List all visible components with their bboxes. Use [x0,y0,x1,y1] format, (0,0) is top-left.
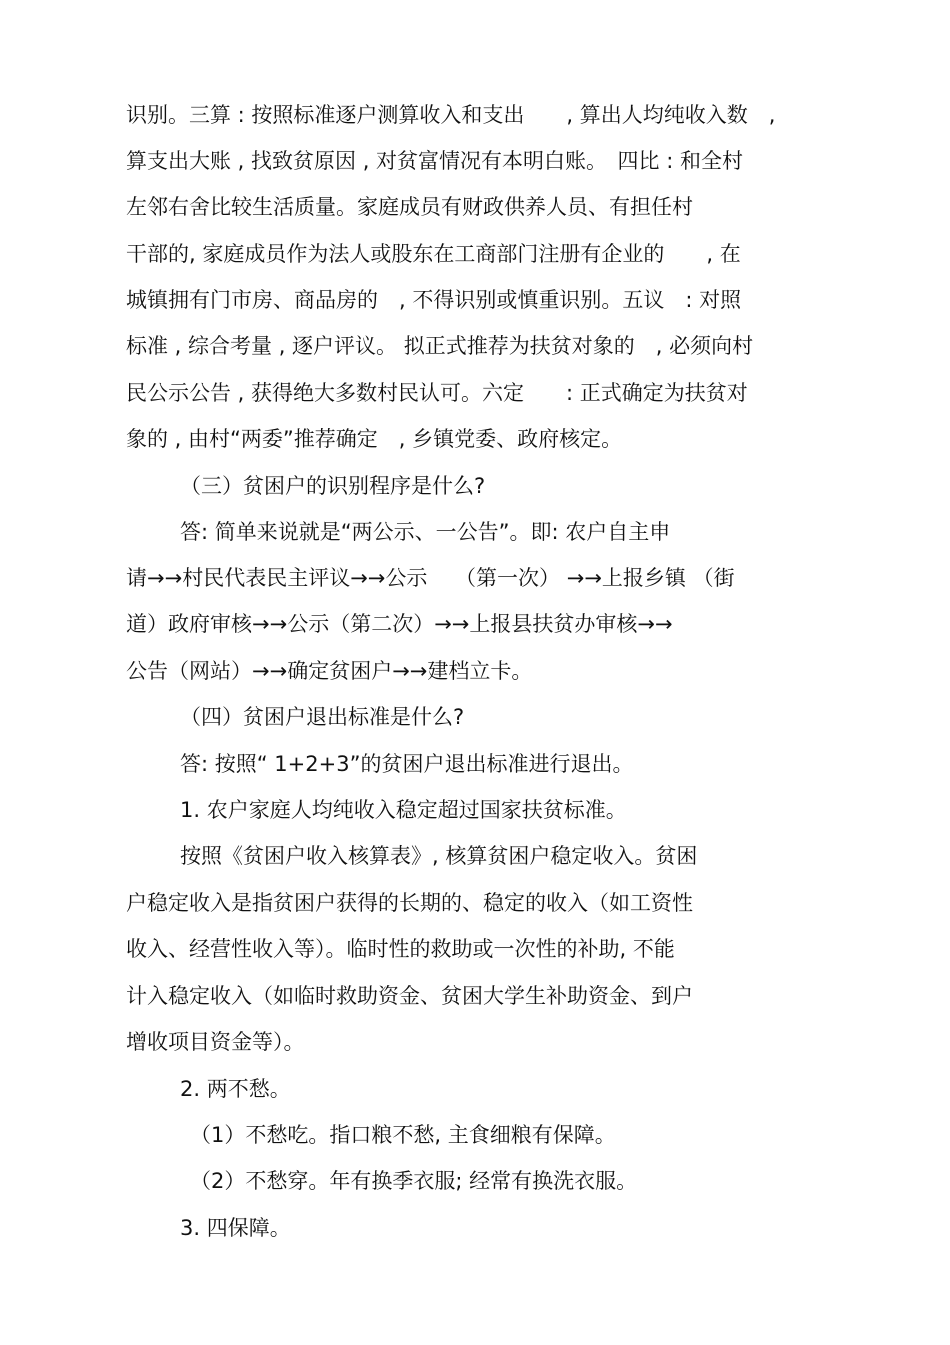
text-line-3: 左邻右舍比较生活质量。家庭成员有财政供养人员、有担任村 [126,195,693,219]
text-line-17: 按照《贫困户收入核算表》, 核算贫困户稳定收入。贫困 [180,844,698,868]
text-line-15: 答: 按照“ 1+2+3”的贫困户退出标准进行退出。 [180,752,634,776]
text-line-11: 请→→村民代表民主评议→→公示 （第一次） →→上报乡镇 （街 [126,566,735,590]
text-line-4: 干部的, 家庭成员作为法人或股东在工商部门注册有企业的 , 在 [126,242,741,266]
text-line-12: 道）政府审核→→公示（第二次）→→上报县扶贫办审核→→ [126,612,673,636]
section-heading-3: （三）贫困户的识别程序是什么? [180,474,486,498]
text-line-18: 户稳定收入是指贫困户获得的长期的、稳定的收入（如工资性 [126,891,693,915]
section-heading-4: （四）贫困户退出标准是什么? [180,705,465,729]
text-line-7: 民公示公告 , 获得绝大多数村民认可。六定 : 正式确定为扶贫对 [126,381,748,405]
text-line-5: 城镇拥有门市房、商品房的 , 不得识别或慎重识别。五议 : 对照 [126,288,742,312]
text-line-10: 答: 简单来说就是“两公示、一公告”。即: 农户自主申 [180,520,671,544]
text-line-25: 3. 四保障。 [180,1216,291,1240]
text-line-22: 2. 两不愁。 [180,1077,291,1101]
text-line-23: （1）不愁吃。指口粮不愁, 主食细粮有保障。 [190,1123,616,1147]
text-line-2: 算支出大账 , 找致贫原因 , 对贫富情况有本明白账。 四比 : 和全村 [126,149,743,173]
text-line-8: 象的 , 由村“两委”推荐确定 , 乡镇党委、政府核定。 [126,427,623,451]
text-line-24: （2）不愁穿。年有换季衣服; 经常有换洗衣服。 [190,1169,638,1193]
text-line-16: 1. 农户家庭人均纯收入稳定超过国家扶贫标准。 [180,798,627,822]
text-line-19: 收入、经营性收入等）。临时性的救助或一次性的补助, 不能 [126,937,675,961]
text-line-20: 计入稳定收入（如临时救助资金、贫困大学生补助资金、到户 [126,984,693,1008]
text-line-6: 标准 , 综合考量 , 逐户评议。 拟正式推荐为扶贫对象的 , 必须向村 [126,334,754,358]
text-line-21: 增收项目资金等）。 [126,1030,305,1054]
text-line-1: 识别。三算 : 按照标准逐户测算收入和支出 , 算出人均纯收入数 , [126,103,776,127]
text-line-13: 公告（网站）→→确定贫困户→→建档立卡。 [126,659,533,683]
